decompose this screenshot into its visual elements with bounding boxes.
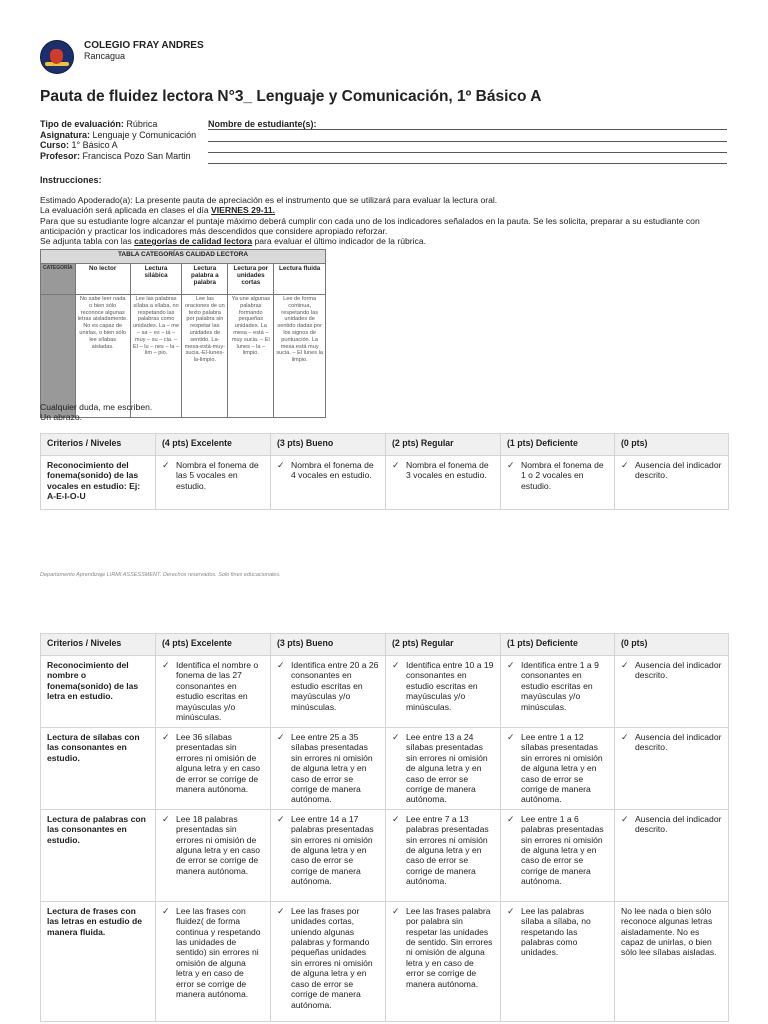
rubric-2-header-criterios: Criterios / Niveles: [41, 634, 156, 656]
check-icon: ✓: [277, 732, 285, 742]
rubric-level-text: Nombra el fonema de las 5 vocales en estudio.: [176, 460, 259, 491]
table-row: [41, 456, 729, 510]
rubric-cell: [615, 456, 729, 510]
student-name-line-3[interactable]: [208, 152, 727, 153]
rubric-level-text: Lee las frases con fluidez( de forma continua y respetando las unidades de sentido) sin errores ni omisión de alguna letra y en caso de error se corrige de manera autónoma.: [176, 905, 261, 1000]
rubric-2-header-regular: (2 pts) Regular: [386, 634, 501, 656]
rubric-cell: [271, 656, 386, 728]
instructions-p4: [40, 236, 730, 246]
rubric-cell: [156, 901, 271, 1021]
quality-category-cell: [41, 295, 76, 418]
table-row: [41, 901, 729, 1021]
instructions-p2-text: La evaluación será aplicada en clases el día: [40, 205, 212, 216]
rubric-cell: [271, 728, 386, 810]
rubric-level-text: Lee entre 1 a 12 sílabas presentadas sin errores ni omisión de alguna letra y en caso de error se corrige de manera autónoma.: [521, 732, 603, 805]
rubric-criterion: Reconocimiento del nombre o fonema(sonido) de las letra en estudio.: [41, 656, 156, 728]
quality-desc-unidades: Ya une algunas palabras formando pequeñas unidades. La mesa – está – muy sucia. – El lunes – la – limpio.: [228, 295, 274, 418]
rubric-2-header-excelente: (4 pts) Excelente: [156, 634, 271, 656]
rubric-1-header-criterios: Criterios / Niveles: [41, 434, 156, 456]
rubric-criterion: Lectura de palabras con las consonantes en estudio.: [41, 809, 156, 901]
page-title: Pauta de fluidez lectora N°3_ Lenguaje y Comunicación, 1º Básico A: [40, 88, 542, 105]
quality-desc-palabra: Lee las oraciones de un texto palabra por palabra sin respetar las unidades de sentido. La-mesa-está-muy-sucia.-El-lunes-la-limpio.: [182, 295, 228, 418]
quality-desc-silabica: Lee las palabras sílaba a sílaba, no respetando las palabras como unidades. La – me – sa – es – tá – muy – su – cia. – El – lu – nes – la – lim – pio.: [130, 295, 182, 418]
rubric-cell: [271, 809, 386, 901]
rubric-cell: [501, 728, 615, 810]
profesor-value: Francisca Pozo San Martin: [82, 150, 191, 161]
check-icon: ✓: [277, 905, 285, 916]
evaluation-date: VIERNES 29-11.: [211, 205, 276, 216]
school-name: COLEGIO FRAY ANDRES: [84, 40, 204, 51]
instructions-p4-post: para evaluar el último indicador de la rúbrica.: [252, 236, 426, 247]
rubric-level-text: Lee entre 14 a 17 palabras presentadas sin errores ni omisión de alguna letra y en caso de error se corrige de manera autónoma.: [291, 813, 374, 887]
rubric-level-text: Nombra el fonema de 3 vocales en estudio.: [406, 460, 489, 481]
check-icon: ✓: [392, 460, 400, 470]
check-icon: ✓: [392, 660, 400, 670]
quality-header-no-lector: No lector: [75, 264, 130, 295]
check-icon: ✓: [507, 813, 515, 824]
curso-value: 1° Básico A: [71, 140, 118, 150]
instructions-p2: [40, 205, 730, 215]
check-icon: ✓: [507, 460, 515, 470]
table-row: [41, 809, 729, 901]
rubric-cell: [501, 901, 615, 1021]
evaluation-meta: [40, 119, 196, 161]
rubric-cell: [501, 809, 615, 901]
rubric-table-2: [40, 633, 729, 1022]
quality-header-silabica: Lectura silábica: [130, 264, 182, 295]
quality-table-caption: TABLA CATEGORÍAS CALIDAD LECTORA: [41, 250, 326, 264]
rubric-cell: [615, 809, 729, 901]
closing-line-1: Cualquier duda, me escriben.: [40, 402, 153, 412]
check-icon: ✓: [392, 732, 400, 742]
rubric-1-header-excelente: (4 pts) Excelente: [156, 434, 271, 456]
student-name-line-4[interactable]: [208, 163, 727, 164]
asignatura-label: Asignatura:: [40, 129, 91, 140]
check-icon: ✓: [392, 813, 400, 824]
quality-desc-no-lector: No sabe leer nada o bien sólo reconoce algunas letras aisladamente. No es capaz de unirlas, o bien sólo lee sílabas aisladas.: [75, 295, 130, 418]
rubric-level-text: Identifica entre 1 a 9 consonantes en estudio escritas en mayúsculas y/o minúsculas.: [521, 660, 599, 712]
rubric-cell: [501, 456, 615, 510]
instructions-heading: Instrucciones:: [40, 175, 102, 185]
rubric-2-header-deficiente: (1 pts) Deficiente: [501, 634, 615, 656]
check-icon: ✓: [621, 813, 629, 824]
quality-categories-link: categorías de calidad lectora: [134, 236, 253, 247]
check-icon: ✓: [621, 460, 629, 470]
check-icon: ✓: [162, 905, 170, 916]
rubric-criterion: Reconocimiento del fonema(sonido) de las vocales en estudio: Ej: A-E-I-O-U: [41, 456, 156, 510]
rubric-cell: [615, 728, 729, 810]
rubric-1-header-regular: (2 pts) Regular: [386, 434, 501, 456]
rubric-level-text: Lee las frases por unidades cortas, uniendo algunas palabras y formando pequeñas unidades sin errores ni omisión de alguna letra y en caso de error se corrige de manera autónoma.: [291, 905, 373, 1010]
rubric-level-text: Lee entre 7 a 13 palabras presentadas sin errores ni omisión de alguna letra y en caso de error se corrige de manera autónoma.: [406, 813, 489, 887]
rubric-level-text: Identifica el nombre o fonema de las 27 consonantes en estudio escritas en mayúsculas y/o minúsculas.: [176, 660, 259, 723]
instructions-p1: Estimado Apoderado(a): La presente pauta de apreciación es el instrumento que se utilizará para evaluar la lectura oral.: [40, 195, 498, 205]
rubric-cell: [386, 728, 501, 810]
profesor-label: Profesor:: [40, 150, 81, 161]
check-icon: ✓: [621, 660, 629, 670]
table-row: [41, 656, 729, 728]
rubric-cell: [386, 809, 501, 901]
rubric-cell: [615, 656, 729, 728]
school-city: Rancagua: [84, 51, 126, 61]
rubric-level-text: Ausencia del indicador descrito.: [635, 460, 722, 481]
rubric-cell: [156, 456, 271, 510]
check-icon: ✓: [162, 813, 170, 824]
rubric-cell: [156, 728, 271, 810]
rubric-1-header-bueno: (3 pts) Bueno: [271, 434, 386, 456]
check-icon: ✓: [277, 660, 285, 670]
check-icon: ✓: [507, 732, 515, 742]
quality-desc-fluida: Lee de forma continua, respetando las unidades de sentido dadas por los signos de puntuación. La mesa está muy sucia. – El lunes la limpio.: [274, 295, 326, 418]
quality-header-categoria: CATEGORÍA: [41, 264, 76, 295]
curso-label: Curso:: [40, 140, 69, 150]
student-name-line-2[interactable]: [208, 141, 727, 142]
rubric-level-text: Nombra el fonema de 1 o 2 vocales en estudio.: [521, 460, 604, 491]
rubric-cell: [271, 901, 386, 1021]
rubric-cell: [386, 456, 501, 510]
tipo-value: Rúbrica: [126, 119, 158, 129]
asignatura-value: Lenguaje y Comunicación: [92, 129, 197, 140]
quality-header-fluida: Lectura fluida: [274, 264, 326, 295]
check-icon: ✓: [277, 813, 285, 824]
rubric-level-text: Identifica entre 20 a 26 consonantes en estudio escritas en mayúsculas y/o minúsculas.: [291, 660, 379, 712]
rubric-level-text: Lee las frases palabra por palabra sin respetar las unidades de sentido. Sin errores ni omisión de alguna letra y en caso de error se corrige de manera autónoma.: [406, 905, 493, 989]
quality-header-palabra: Lectura palabra a palabra: [182, 264, 228, 295]
rubric-2-header-row: [41, 634, 729, 656]
student-name-line-1[interactable]: [208, 129, 727, 130]
check-icon: ✓: [507, 660, 515, 670]
rubric-1-header-deficiente: (1 pts) Deficiente: [501, 434, 615, 456]
check-icon: ✓: [392, 905, 400, 916]
rubric-cell: [386, 656, 501, 728]
instructions-body: [40, 195, 730, 246]
rubric-level-text: No lee nada o bien sólo reconoce algunas letras aisladamente. No es capaz de unirlas, o bien sólo lee sílabas aisladas.: [621, 905, 717, 958]
check-icon: ✓: [162, 460, 170, 470]
rubric-level-text: Lee 18 palabras presentadas sin errores ni omisión de alguna letra y en caso de error se corrige de manera autónoma.: [176, 813, 261, 876]
check-icon: ✓: [162, 660, 170, 670]
rubric-level-text: Lee 36 sílabas presentadas sin errores ni omisión de alguna letra y en caso de error se corrige de manera autónoma.: [176, 732, 261, 795]
rubric-level-text: Lee entre 1 a 6 palabras presentadas sin errores ni omisión de alguna letra y en caso de error se corrige de manera autónoma.: [521, 813, 604, 887]
rubric-cell: [615, 901, 729, 1021]
closing-line-2: Un abrazo.: [40, 412, 83, 423]
rubric-level-text: Ausencia del indicador descrito.: [635, 660, 722, 681]
rubric-1-header-cero: (0 pts): [615, 434, 729, 456]
rubric-level-text: Nombra el fonema de 4 vocales en estudio.: [291, 460, 374, 481]
rubric-cell: [271, 456, 386, 510]
rubric-level-text: Ausencia del indicador descrito.: [635, 813, 722, 835]
school-logo-icon: [40, 40, 74, 74]
rubric-level-plain: [621, 906, 722, 958]
check-icon: ✓: [162, 732, 170, 742]
student-name-label: Nombre de estudiante(s):: [208, 119, 317, 129]
rubric-2-header-bueno: (3 pts) Bueno: [271, 634, 386, 656]
rubric-cell: [501, 656, 615, 728]
rubric-level-text: Lee entre 13 a 24 sílabas presentadas sin errores ni omisión de alguna letra y en caso de error se corrige de manera autónoma.: [406, 732, 488, 805]
instructions-p3: Para que su estudiante logre alcanzar el puntaje máximo deberá cumplir con cada uno de los indicadores señalados en la pauta. Se les solicita, preparar a su estudiante con anticipación y practicar los indicadores más descendidos que considere apropiado reforzar.: [40, 215, 700, 236]
rubric-criterion: Lectura de sílabas con las consonantes en estudio.: [41, 728, 156, 810]
check-icon: ✓: [621, 732, 629, 742]
rubric-criterion: Lectura de frases con las letras en estudio de manera fluida.: [41, 901, 156, 1021]
closing-text: [40, 402, 152, 423]
quality-categories-table: [40, 249, 326, 418]
quality-header-unidades: Lectura por unidades cortas: [228, 264, 274, 295]
table-row: [41, 728, 729, 810]
page-footer: Departamento Aprendizaje LIRMI ASSESSMENT. Derechos reservados. Solo fines educacionales.: [40, 572, 281, 578]
rubric-level-text: Ausencia del indicador descrito.: [635, 732, 722, 753]
rubric-cell: [156, 809, 271, 901]
check-icon: ✓: [507, 905, 515, 916]
rubric-table-1: [40, 433, 729, 510]
tipo-label: Tipo de evaluación:: [40, 119, 124, 129]
rubric-level-text: Identifica entre 10 a 19 consonantes en estudio escritas en mayúsculas y/o minúsculas.: [406, 660, 494, 712]
rubric-level-text: Lee entre 25 a 35 sílabas presentadas sin errores ni omisión de alguna letra y en caso de error se corrige de manera autónoma.: [291, 732, 373, 805]
instructions-p4-pre: Se adjunta tabla con las: [40, 236, 135, 247]
rubric-2-header-cero: (0 pts): [615, 634, 729, 656]
check-icon: ✓: [277, 460, 285, 470]
rubric-cell: [386, 901, 501, 1021]
rubric-level-text: Lee las palabras sílaba a sílaba, no respetando las palabras como unidades.: [521, 905, 591, 958]
rubric-1-header-row: [41, 434, 729, 456]
rubric-cell: [156, 656, 271, 728]
